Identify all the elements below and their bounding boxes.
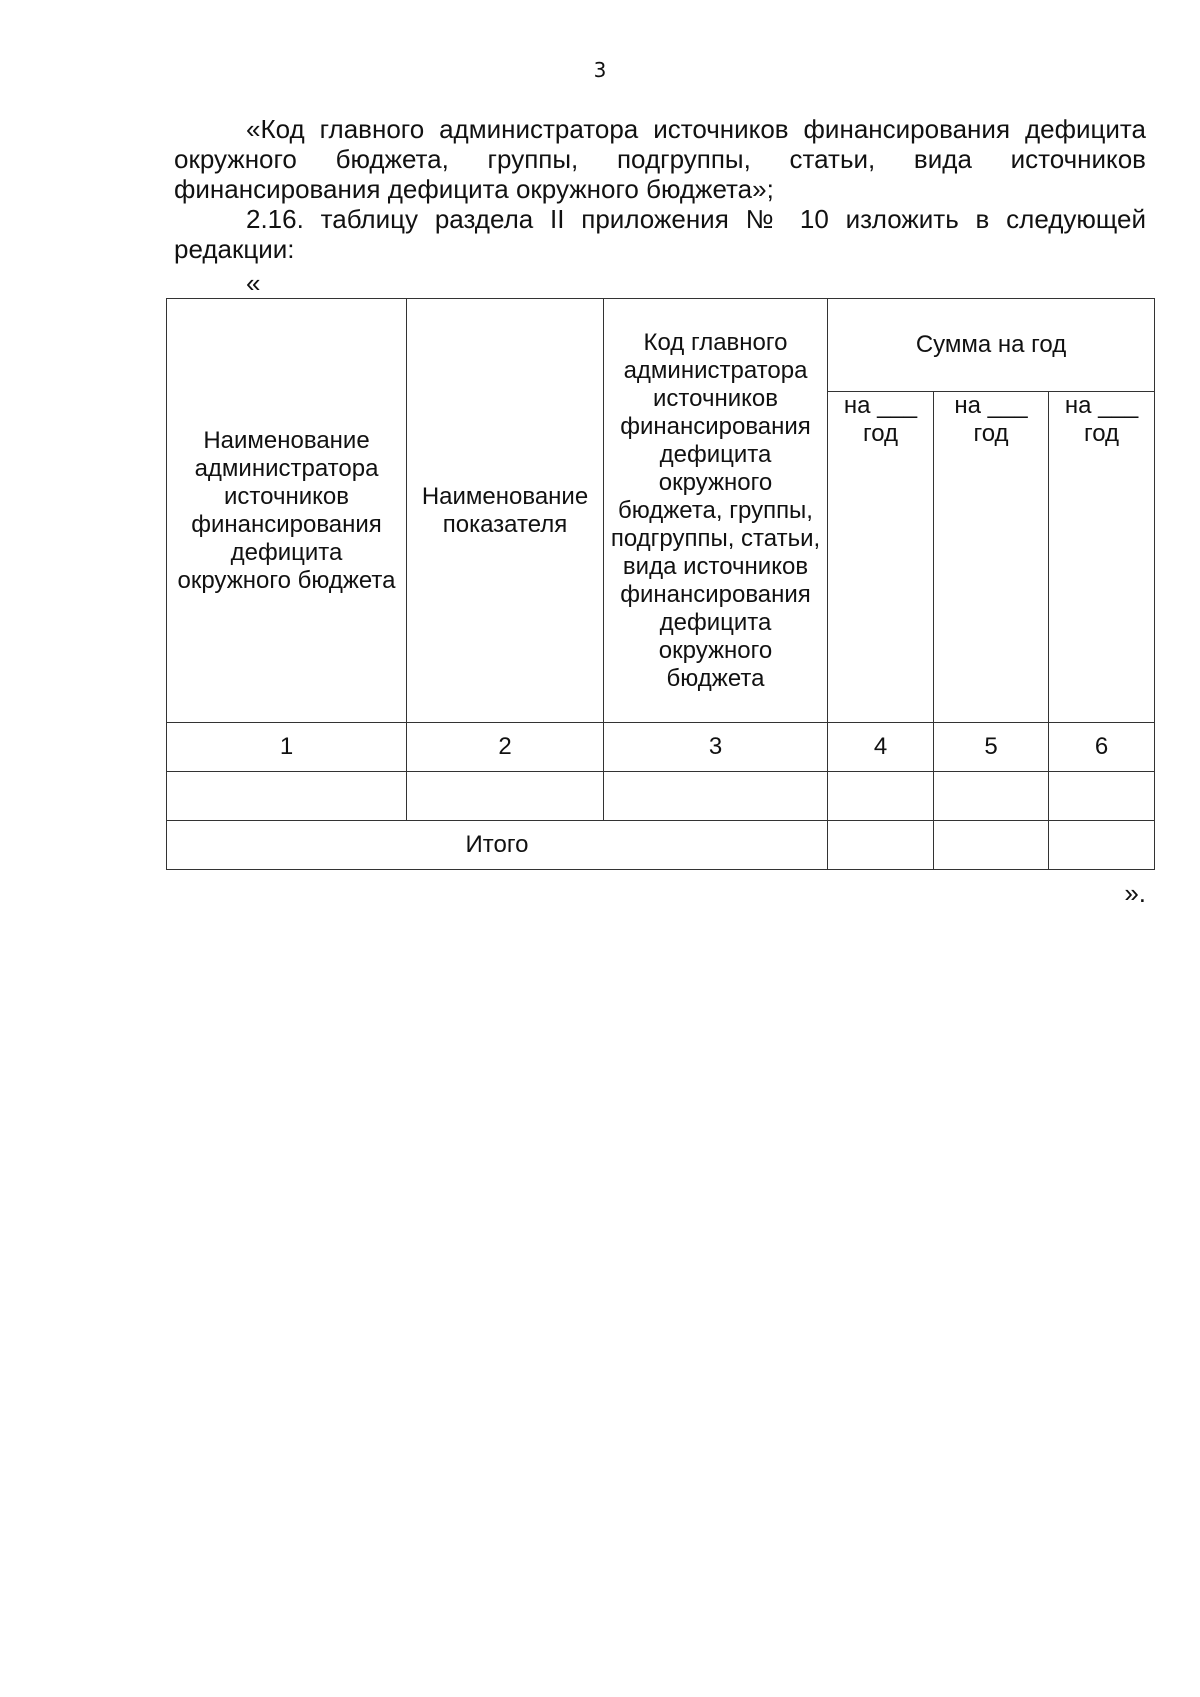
- column-number: 5: [934, 723, 1049, 772]
- page-number: 3: [593, 58, 607, 82]
- header-year-1: на ___ год: [828, 392, 934, 723]
- column-number: 3: [604, 723, 828, 772]
- table-cell: [407, 772, 604, 821]
- column-number: 2: [407, 723, 604, 772]
- total-cell: [828, 821, 934, 870]
- header-indicator-name: Наименование показателя: [407, 299, 604, 723]
- table-cell: [934, 772, 1049, 821]
- column-number: 1: [167, 723, 407, 772]
- column-number-row: [167, 723, 1155, 772]
- column-number: 4: [828, 723, 934, 772]
- sources-table: [166, 298, 1155, 870]
- closing-quote: ».: [1124, 878, 1146, 908]
- total-row: [167, 821, 1155, 870]
- body-text: [174, 114, 1146, 264]
- table-cell: [1049, 772, 1155, 821]
- table-cell: [167, 772, 407, 821]
- total-label: Итого: [167, 821, 828, 870]
- table-row: [167, 772, 1155, 821]
- paragraph-amendment-quote: «Код главного администратора источников финансирования дефицита окружного бюджета, группы, подгруппы, статьи, вида источников финансирования дефицита окружного бюджета»;: [174, 114, 1146, 204]
- column-number: 6: [1049, 723, 1155, 772]
- table-cell: [828, 772, 934, 821]
- total-cell: [934, 821, 1049, 870]
- opening-quote: «: [246, 268, 261, 298]
- header-source-code: Код главного администратора источников финансирования дефицита окружного бюджета, группы, подгруппы, статьи, вида источников финансирования дефицита окружного бюджета: [604, 299, 828, 723]
- header-year-2: на ___ год: [934, 392, 1049, 723]
- header-year-3: на ___ год: [1049, 392, 1155, 723]
- paragraph-item-2-16: 2.16. таблицу раздела II приложения № 10 изложить в следующей редакции:: [174, 204, 1146, 264]
- table-header-row: [167, 299, 1155, 392]
- header-administrator-name: Наименование администратора источников финансирования дефицита окружного бюджета: [167, 299, 407, 723]
- header-sum-per-year: Сумма на год: [828, 299, 1155, 392]
- total-cell: [1049, 821, 1155, 870]
- table-cell: [604, 772, 828, 821]
